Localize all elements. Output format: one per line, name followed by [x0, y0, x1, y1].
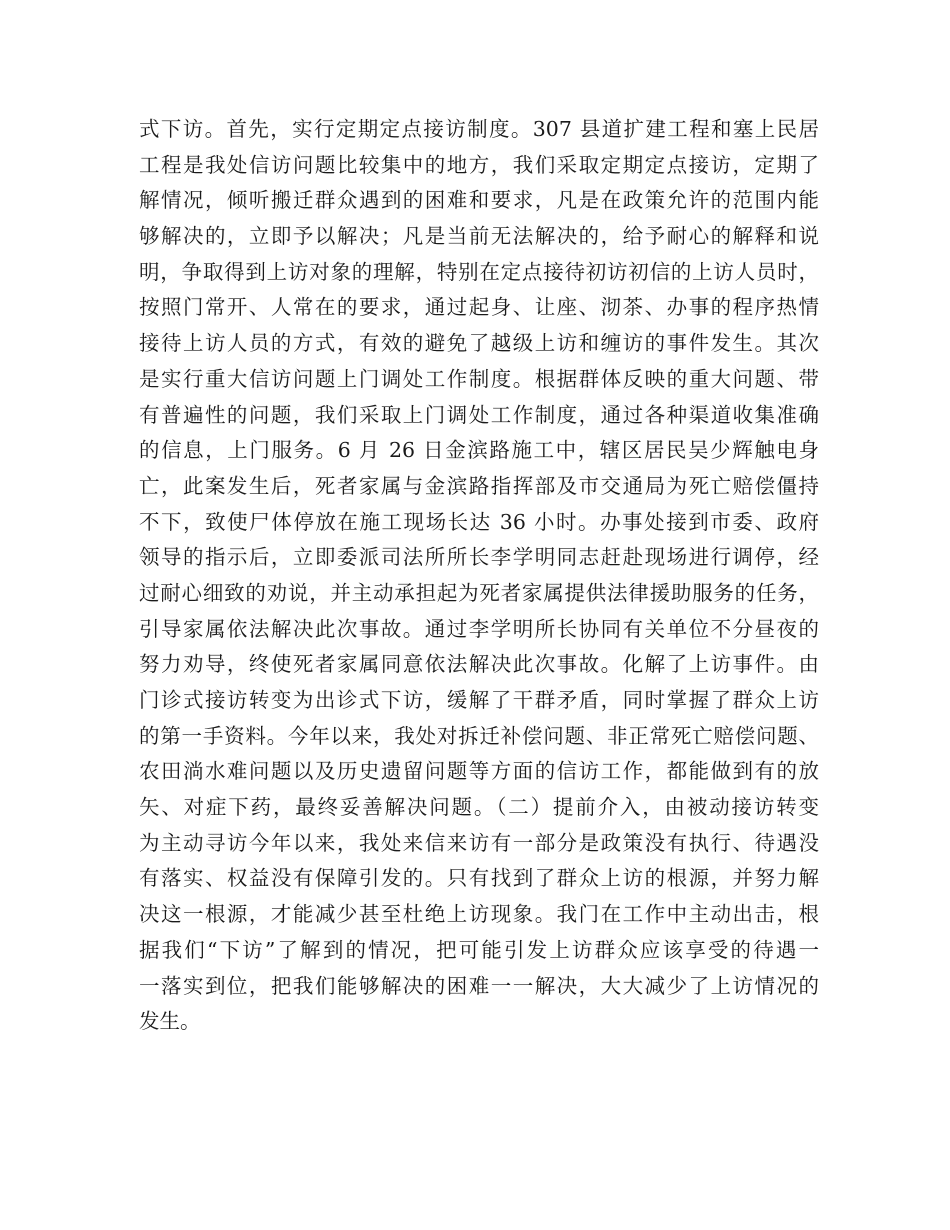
text-line: 为主动寻访今年以来，我处来信来访有一部分是政策没有执行、待遇没 [139, 830, 819, 855]
text-line: 式下访。首先，实行定期定点接访制度。307 县道扩建工程和塞上民居 [139, 117, 819, 141]
text-line: 按照门常开、人常在的要求，通过起身、让座、沏茶、办事的程序热情 [139, 295, 819, 320]
text-line: 的信息，上门服务。6 月 26 日金滨路施工中，辖区居民吴少辉触电身 [139, 438, 819, 463]
text-line: 矢、对症下药，最终妥善解决问题。（二）提前介入，由被动接访转变 [139, 795, 819, 820]
text-line: 亡，此案发生后，死者家属与金滨路指挥部及市交通局为死亡赔偿僵持 [139, 473, 819, 498]
text-line: 领导的指示后，立即委派司法所所长李学明同志赶赴现场进行调停，经 [139, 545, 819, 570]
body-paragraph [139, 112, 819, 1040]
text-line: 门诊式接访转变为出诊式下访，缓解了干群矛盾，同时掌握了群众上访 [139, 688, 819, 712]
text-line: 有落实、权益没有保障引发的。只有找到了群众上访的根源，并努力解 [139, 866, 819, 891]
text-line: 发生。 [139, 1009, 201, 1034]
text-line: 努力劝导，终使死者家属同意依法解决此次事故。化解了上访事件。由 [139, 652, 819, 677]
text-line: 不下，致使尸体停放在施工现场长达 36 小时。办事处接到市委、政府 [139, 509, 819, 534]
text-line: 引导家属依法解决此次事故。通过李学明所长协同有关单位不分昼夜的 [139, 616, 819, 641]
text-line: 决这一根源，才能减少甚至杜绝上访现象。我门在工作中主动出击，根 [139, 902, 819, 927]
text-line: 是实行重大信访问题上门调处工作制度。根据群体反映的重大问题、带 [139, 366, 819, 391]
text-line: 解情况，倾听搬迁群众遇到的困难和要求，凡是在政策允许的范围内能 [139, 188, 819, 213]
text-line: 一落实到位，把我们能够解决的困难一一解决，大大减少了上访情况的 [139, 973, 819, 998]
text-line: 工程是我处信访问题比较集中的地方，我们采取定期定点接访，定期了 [139, 152, 819, 177]
text-line: 够解决的，立即予以解决；凡是当前无法解决的，给予耐心的解释和说 [139, 224, 819, 249]
text-line: 的第一手资料。今年以来，我处对拆迁补偿问题、非正常死亡赔偿问题、 [139, 723, 819, 748]
text-line: 过耐心细致的劝说，并主动承担起为死者家属提供法律援助服务的任务， [139, 580, 819, 605]
text-line: 明，争取得到上访对象的理解，特别在定点接待初访初信的上访人员时， [139, 259, 819, 284]
text-line: 据我们“下访”了解到的情况，把可能引发上访群众应该享受的待遇一 [139, 937, 819, 962]
text-line: 接待上访人员的方式，有效的避免了越级上访和缠访的事件发生。其次 [139, 331, 819, 356]
text-line: 有普遍性的问题，我们采取上门调处工作制度，通过各种渠道收集准确 [139, 402, 819, 427]
text-line: 农田淌水难问题以及历史遗留问题等方面的信访工作，都能做到有的放 [139, 759, 819, 784]
